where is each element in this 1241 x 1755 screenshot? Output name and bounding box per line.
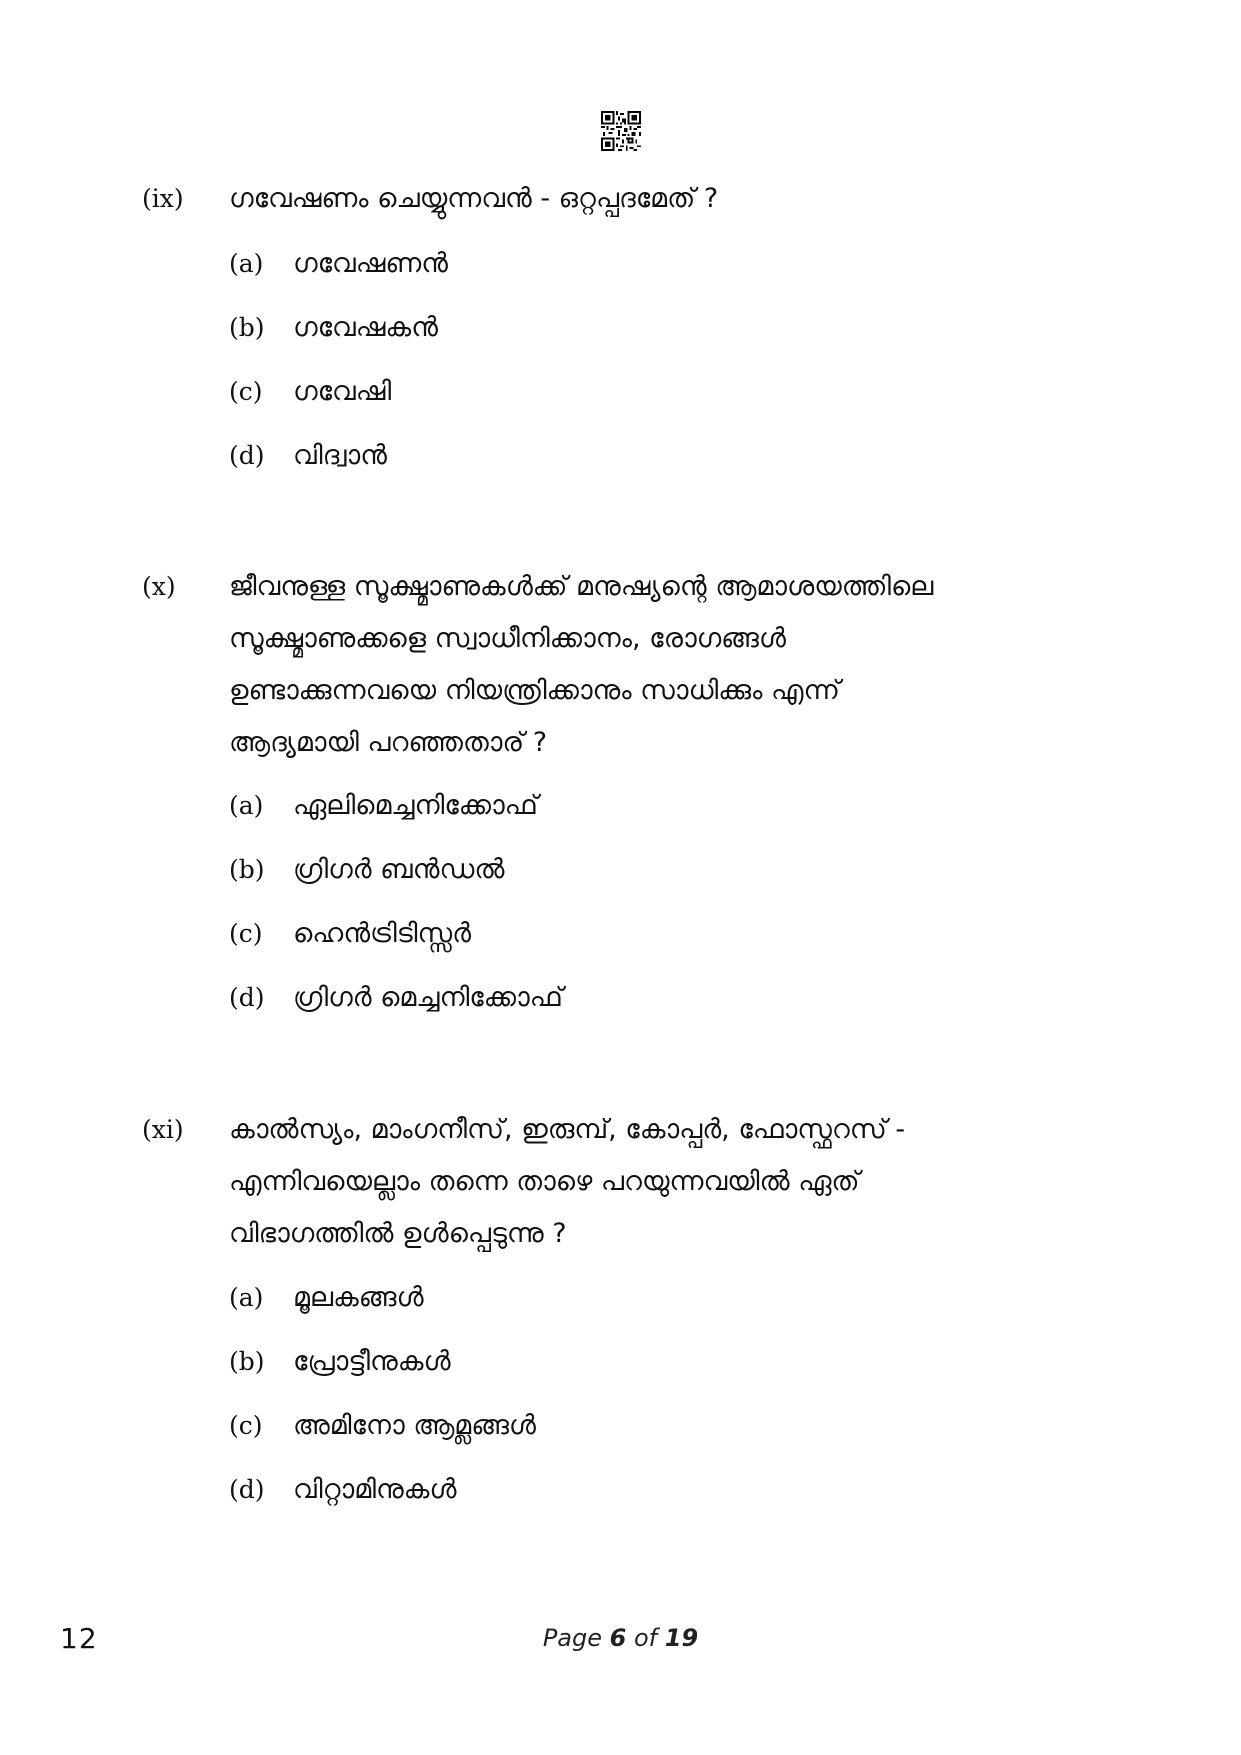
option-ix-d [229,430,1079,482]
question-text [229,173,1079,225]
question-number: (x) [142,572,176,601]
option-ix-c [229,366,1079,418]
paper-code: 12 [60,1622,98,1655]
option-text: ഗ്രിഗർ ബൻഡൽ [293,854,505,885]
question-text [229,1104,1079,1260]
option-text: ഗവേഷി [293,376,392,407]
option-label: (c) [229,919,263,948]
option-ix-a [229,238,1079,290]
option-label: (d) [229,983,265,1012]
option-text: ഏലിമെച്ചനിക്കോഫ് [293,790,538,821]
question-text [229,561,1079,769]
option-label: (c) [229,377,263,406]
question-line: ജീവനുള്ള സൂക്ഷ്മാണുകൾക്ക് മനുഷ്യന്റെ ആമാശയത്തിലെ [229,571,934,602]
option-label: (a) [229,249,264,278]
option-x-d [229,972,1079,1024]
option-label: (c) [229,1411,263,1440]
question-line: വിഭാഗത്തിൽ ഉൾപ്പെടുന്നു ? [229,1218,567,1249]
option-label: (d) [229,441,265,470]
option-text: വിദ്വാൻ [293,440,387,471]
option-text: പ്രോട്ടീനുകൾ [293,1346,451,1377]
question-line: സൂക്ഷ്മാണുക്കളെ സ്വാധീനിക്കാനം, രോഗങ്ങൾ [229,623,786,654]
option-text: ഗ്രിഗർ മെച്ചനിക്കോഫ് [293,982,563,1013]
page-prefix: Page [542,1624,602,1652]
option-x-c [229,908,1079,960]
option-text: ഗവേഷകൻ [293,312,438,343]
question-line: ആദ്യമായി പറഞ്ഞതാര് ? [229,727,548,758]
page-of: of [633,1624,658,1652]
option-x-b [229,844,1079,896]
option-label: (b) [229,313,265,342]
question-line: കാൽസ്യം, മാംഗനീസ്, ഇരുമ്പ്, കോപ്പർ, ഫോസ്ഫറസ് - [229,1114,906,1145]
option-text: ഗവേഷണൻ [293,248,449,279]
page-total: 19 [664,1624,699,1652]
option-x-a [229,780,1079,832]
option-ix-b [229,302,1079,354]
option-text: ഹെൻട്രിടിസ്സർ [293,918,471,949]
option-label: (b) [229,1347,265,1376]
option-xi-c [229,1400,1079,1452]
page-current: 6 [609,1624,627,1652]
question-line: എന്നിവയെല്ലാം തന്നെ താഴെ പറയുന്നവയിൽ ഏത് [229,1166,860,1197]
option-text: വിറ്റാമിനുകൾ [293,1474,457,1505]
question-number: (xi) [142,1115,184,1144]
question-line: ഉണ്ടാക്കുന്നവയെ നിയന്ത്രിക്കാനും സാധിക്കും എന്ന് [229,675,840,706]
option-label: (d) [229,1475,265,1504]
option-label: (a) [229,1283,264,1312]
qr-code-icon [601,111,641,151]
question-number: (ix) [142,184,184,213]
option-text: മൂലകങ്ങൾ [293,1282,424,1313]
option-label: (b) [229,855,265,884]
option-text: അമിനോ ആമ്ലങ്ങൾ [293,1410,537,1441]
option-xi-a [229,1272,1079,1324]
option-xi-b [229,1336,1079,1388]
option-label: (a) [229,791,264,820]
question-line: ഗവേഷണം ചെയ്യുന്നവൻ - ഒറ്റപ്പദമേത് ? [229,183,719,214]
option-xi-d [229,1464,1079,1516]
page-indicator [0,1624,1241,1652]
